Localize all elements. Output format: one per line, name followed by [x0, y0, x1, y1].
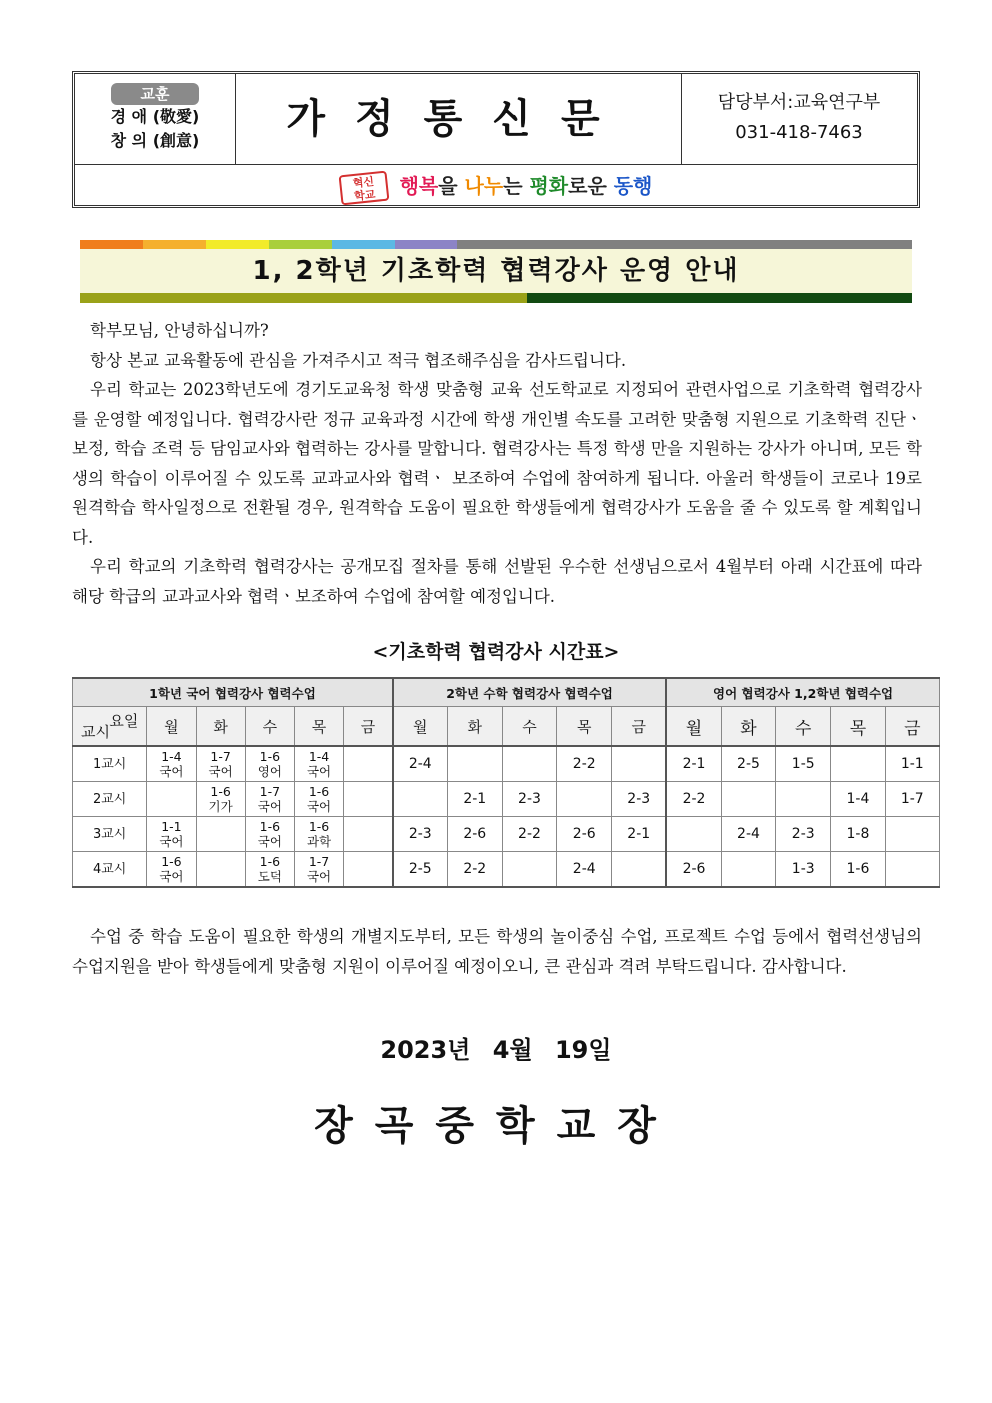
class-number: 1-1 — [161, 819, 182, 834]
grade2-class-cell: 2-5 — [393, 852, 447, 888]
letter-date: 2023년 4월 19일 — [380, 1036, 612, 1064]
english-class-cell: 1-6 — [831, 852, 885, 888]
subject-name: 국어 — [306, 799, 332, 814]
class-number: 1-6 — [259, 819, 281, 834]
grade2-class-cell — [557, 782, 612, 817]
color-band-segment — [457, 240, 912, 249]
slogan-word: 평화 — [529, 174, 569, 198]
grade2-class-cell: 2-1 — [612, 817, 666, 852]
english-class-cell: 2-2 — [666, 782, 721, 817]
grade2-class-cell: 2-3 — [393, 817, 447, 852]
slogan-word: 동행 — [613, 174, 653, 198]
class-number: 1-4 — [161, 749, 182, 764]
department-label: 담당부서:교육연구부 — [717, 92, 881, 113]
day-header: 목 — [557, 707, 612, 747]
class-number: 1-4 — [308, 749, 330, 764]
english-class-cell: 2-3 — [776, 817, 831, 852]
grade1-class-cell — [196, 782, 245, 817]
department-phone: 031-418-7463 — [735, 122, 863, 143]
day-header: 수 — [245, 707, 294, 747]
timetable-group-row — [73, 678, 940, 707]
slogan-word: 는 — [503, 174, 530, 198]
class-number: 1-6 — [259, 749, 281, 764]
grade1-class-cell — [294, 746, 343, 782]
color-band-segment — [80, 240, 143, 249]
subject-name: 영어 — [257, 764, 282, 779]
color-band-segment — [395, 240, 457, 249]
english-class-cell: 1-1 — [885, 746, 939, 782]
period-label: 4교시 — [73, 852, 147, 888]
color-band-segment — [80, 293, 527, 303]
english-class-cell: 1-7 — [885, 782, 939, 817]
day-header: 화 — [196, 707, 245, 747]
subject-name: 국어 — [257, 834, 282, 849]
day-header: 수 — [502, 707, 556, 747]
slogan-word: 을 — [438, 174, 465, 198]
grade1-class-cell — [147, 746, 196, 782]
day-header: 화 — [447, 707, 502, 747]
school-motto — [75, 74, 236, 164]
timetable-row — [73, 746, 940, 782]
grade1-class-cell — [294, 852, 343, 888]
color-band-segment — [143, 240, 206, 249]
grade2-class-cell — [447, 746, 502, 782]
english-class-cell: 1-4 — [831, 782, 885, 817]
letter-body — [72, 316, 922, 611]
english-class-cell: 1-3 — [776, 852, 831, 888]
class-number: 1-6 — [210, 784, 231, 799]
grade1-class-cell — [344, 817, 393, 852]
grade1-class-cell — [294, 817, 343, 852]
english-class-cell — [885, 852, 939, 888]
group-header-english: 영어 협력강사 1,2학년 협력수업 — [666, 678, 939, 707]
grade2-class-cell: 2-6 — [447, 817, 502, 852]
grade2-class-cell — [393, 782, 447, 817]
class-number: 1-6 — [308, 784, 330, 799]
paragraph: 우리 학교의 기초학력 협력강사는 공개모집 절차를 통해 선발된 우수한 선생님으로서 4월부터 아래 시간표에 따라 해당 학급의 교과교사와 협력ㆍ보조하여 수업에 참여할 예정입니다. — [72, 557, 922, 606]
grade1-class-cell — [245, 782, 294, 817]
subject-name: 기가 — [208, 799, 233, 814]
grade2-class-cell: 2-2 — [447, 852, 502, 888]
day-header: 월 — [147, 707, 196, 747]
grade1-class-cell — [245, 817, 294, 852]
class-number: 1-7 — [308, 854, 330, 869]
class-number: 1-6 — [308, 819, 330, 834]
grade2-class-cell: 2-1 — [447, 782, 502, 817]
corner-day-label: 요일 — [109, 712, 139, 730]
group-header-grade2-math: 2학년 수학 협력강사 협력수업 — [393, 678, 666, 707]
subject-name: 국어 — [159, 869, 184, 884]
period-label: 2교시 — [73, 782, 147, 817]
day-header: 수 — [776, 707, 831, 747]
day-header: 화 — [721, 707, 775, 747]
day-header: 금 — [885, 707, 939, 747]
grade1-class-cell — [245, 746, 294, 782]
color-band-segment — [206, 240, 269, 249]
class-number: 1-6 — [161, 854, 182, 869]
english-class-cell — [776, 782, 831, 817]
english-class-cell — [831, 746, 885, 782]
grade2-class-cell: 2-3 — [502, 782, 556, 817]
class-number: 1-7 — [259, 784, 281, 799]
paragraph: 수업 중 학습 도움이 필요한 학생의 개별지도부터, 모든 학생의 놀이중심 수업, 프로젝트 수업 등에서 협력선생님의 수업지원을 받아 학생들에게 맞춤형 지원이 이루어질 예정이오니, 큰 관심과 격려 부탁드립니다. 감사합니다. — [72, 927, 922, 976]
english-class-cell: 1-5 — [776, 746, 831, 782]
english-class-cell — [666, 817, 721, 852]
timetable-row — [73, 852, 940, 888]
grade2-class-cell: 2-6 — [557, 817, 612, 852]
subject-name: 도덕 — [257, 869, 282, 884]
grade2-class-cell — [612, 852, 666, 888]
grade2-class-cell: 2-4 — [393, 746, 447, 782]
english-class-cell: 2-5 — [721, 746, 775, 782]
day-header: 월 — [393, 707, 447, 747]
closing-paragraph — [72, 922, 922, 981]
english-class-cell: 2-1 — [666, 746, 721, 782]
grade2-class-cell — [612, 746, 666, 782]
english-class-cell: 2-6 — [666, 852, 721, 888]
grade1-class-cell — [196, 746, 245, 782]
subject-name: 국어 — [159, 764, 184, 779]
english-class-cell: 1-8 — [831, 817, 885, 852]
subject-name: 과학 — [306, 834, 332, 849]
color-band-segment — [332, 240, 395, 249]
grade1-class-cell — [147, 852, 196, 888]
day-header: 목 — [294, 707, 343, 747]
timetable-row — [73, 817, 940, 852]
subject-name: 국어 — [306, 869, 332, 884]
grade1-class-cell — [344, 852, 393, 888]
grade1-class-cell — [196, 817, 245, 852]
department-info — [681, 74, 917, 164]
color-band-segment — [527, 293, 912, 303]
english-class-cell — [721, 852, 775, 888]
class-number: 1-6 — [259, 854, 281, 869]
paragraph: 우리 학교는 2023학년도에 경기도교육청 학생 맞춤형 교육 선도학교로 지정되어 관련사업으로 기초학력 협력강사를 운영할 예정입니다. 협력강사란 정규 교육과정 시간에 학생 개인별 속도를 고려한 맞춤형 지원으로 기초학력 진단ㆍ보정, 학습 조력 등 담임교사와 협력하는 강사를 말합니다. 협력강사는 특정 학생 만을 지원하는 강사가 아니며, 모든 학생의 학습이 이루어질 수 있도록 교과교사와 협력ㆍ 보조하여 수업에 참여하게 됩니다. 아울러 학생들이 코로나 19로 원격학습 학사일정으로 전환될 경우, 원격학습 도움이 필요한 학생들에게 협력강사가 도움을 줄 수 있도록 할 계획입니다. — [72, 380, 922, 547]
english-class-cell — [721, 782, 775, 817]
corner-period-label: 교시 — [81, 723, 110, 741]
day-header: 목 — [831, 707, 885, 747]
grade1-class-cell — [294, 782, 343, 817]
class-number: 1-7 — [210, 749, 231, 764]
slogan-word: 나누 — [464, 174, 504, 198]
grade1-class-cell — [196, 852, 245, 888]
color-band-segment — [269, 240, 332, 249]
newsletter-title: 가정통신문 — [235, 74, 682, 164]
motto-tag: 교훈 — [111, 83, 199, 105]
timetable-row — [73, 782, 940, 817]
grade2-class-cell: 2-3 — [612, 782, 666, 817]
english-class-cell — [885, 817, 939, 852]
innovation-school-stamp: 혁신 학교 — [338, 170, 389, 205]
timetable-corner-cell — [73, 707, 147, 747]
period-label: 1교시 — [73, 746, 147, 782]
english-class-cell: 2-4 — [721, 817, 775, 852]
banner-title: 1, 2학년 기초학력 협력강사 운영 안내 — [80, 249, 912, 293]
grade1-class-cell — [147, 782, 196, 817]
day-header: 월 — [666, 707, 721, 747]
banner-bottom-color-band — [80, 293, 912, 303]
slogan-word: 행복 — [399, 174, 439, 198]
grade1-class-cell — [147, 817, 196, 852]
grade2-class-cell — [502, 746, 556, 782]
day-header: 금 — [612, 707, 666, 747]
principal-signature: 장곡중학교장 — [314, 1103, 678, 1149]
subject-name: 국어 — [159, 834, 184, 849]
group-header-grade1-korean: 1학년 국어 협력강사 협력수업 — [73, 678, 393, 707]
banner-top-color-band — [80, 240, 912, 249]
grade2-class-cell — [502, 852, 556, 888]
subject-name: 국어 — [257, 799, 282, 814]
header-top-row — [75, 74, 917, 165]
school-slogan — [75, 164, 917, 208]
grade2-class-cell: 2-2 — [557, 746, 612, 782]
motto-line-1: 경 애 (敬愛) — [110, 107, 200, 126]
grade1-class-cell — [344, 782, 393, 817]
grade2-class-cell: 2-2 — [502, 817, 556, 852]
subject-name: 국어 — [208, 764, 233, 779]
grade2-class-cell: 2-4 — [557, 852, 612, 888]
grade1-class-cell — [344, 746, 393, 782]
timetable-title: <기초학력 협력강사 시간표> — [372, 641, 620, 663]
slogan-word: 로운 — [568, 174, 614, 198]
subject-name: 국어 — [306, 764, 332, 779]
newsletter-header — [72, 71, 920, 208]
paragraph: 학부모님, 안녕하십니까? — [90, 321, 269, 340]
grade1-class-cell — [245, 852, 294, 888]
period-label: 3교시 — [73, 817, 147, 852]
timetable-days-row — [73, 707, 940, 747]
day-header: 금 — [344, 707, 393, 747]
motto-line-2: 창 의 (創意) — [110, 131, 200, 150]
timetable — [72, 677, 940, 888]
paragraph: 항상 본교 교육활동에 관심을 가져주시고 적극 협조해주심을 감사드립니다. — [90, 350, 627, 370]
